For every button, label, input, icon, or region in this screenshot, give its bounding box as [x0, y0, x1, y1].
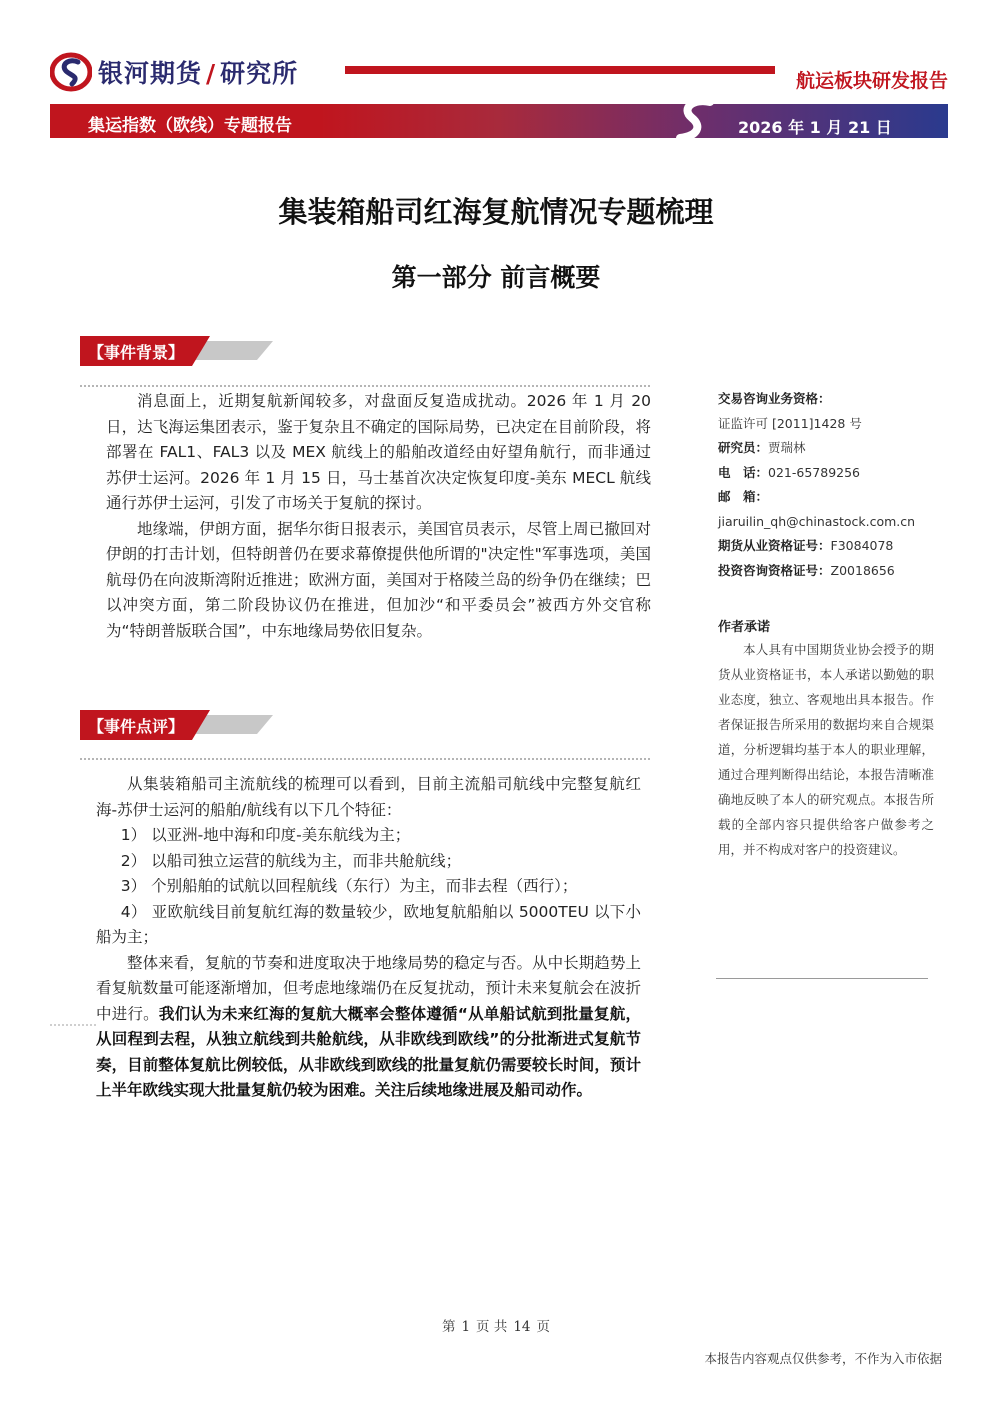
- s-swoosh-icon: [672, 96, 720, 142]
- dotted-divider: [80, 758, 650, 760]
- report-date: 2026 年 1 月 21 日: [738, 118, 892, 137]
- conclusion-text: 整体来看，复航的节奏和进度取决于地缘局势的稳定与否。从中长期趋势上看复航数量可能逐渐增加，但考虑地缘端仍在反复扰动，预计未来复航会在波折中进行。: [96, 953, 641, 1023]
- pledge-text: 本人具有中国期货业协会授予的期货从业资格证书，本人承诺以勤勉的职业态度，独立、客观地出具本报告。作者保证报告所采用的数据均来自合规渠道，分析逻辑均基于本人的职业理解，通过合理判断得出结论，本报告清晰准确地反映了本人的研究观点。本报告所载的全部内容只提供给客户做参考之用，并不构成对客户的投资建议。: [718, 642, 934, 857]
- email-link[interactable]: jiaruilin_qh@chinastock.com.cn: [718, 513, 916, 529]
- tag-text: 【事件点评】: [88, 717, 185, 736]
- tag-text: 【事件背景】: [88, 343, 185, 362]
- page-title: 集装箱船司红海复航情况专题梳理: [278, 195, 714, 229]
- report-category: 集运指数（欧线）专题报告: [88, 116, 292, 136]
- header-red-rule: [345, 66, 775, 74]
- report-type: 航运板块研发报告: [795, 70, 948, 92]
- phone-row: 电 话：021-65789256: [718, 464, 861, 480]
- email-label: 邮 箱：: [718, 489, 769, 504]
- brand-name: [98, 54, 298, 90]
- disclaimer-note: 本报告内容观点仅供参考，不作为入市依据: [704, 1351, 942, 1366]
- comment-text: [96, 772, 641, 1104]
- section-tag-background: [80, 336, 280, 366]
- galaxy-logo-icon: [50, 52, 92, 92]
- section-tag-comment: [80, 710, 280, 740]
- background-text: [106, 389, 651, 644]
- license-number: 证监许可 [2011]1428 号: [718, 415, 862, 431]
- page-number: 第 1 页 共 14 页: [441, 1319, 551, 1335]
- pledge-title: 作者承诺: [718, 620, 771, 635]
- section-heading: 第一部分 前言概要: [391, 263, 601, 292]
- list-item: 4） 亚欧航线目前复航红海的数量较少，欧地复航船舶以 5000TEU 以下小船为主；: [96, 902, 641, 946]
- paragraph: 从集装箱船司主流航线的梳理可以看到，目前主流船司航线中完整复航红海-苏伊士运河的船舶/航线有以下几个特征：: [96, 775, 641, 819]
- author-info: [718, 387, 936, 583]
- sidebar-divider: [716, 978, 928, 979]
- brand-title: 银河期货: [98, 59, 203, 88]
- paragraph: 地缘端，伊朗方面，据华尔街日报表示，美国官员表示，尽管上周已撤回对伊朗的打击计划，但特朗普仍在要求幕僚提供他所谓的"决定性"军事选项，美国航母仍在向波斯湾附近推进；欧洲方面，美国对于格陵兰岛的纷争仍在继续；巴以冲突方面，第二阶段协议仍在推进，但加沙“和平委员会”被西方外交官称为“特朗普版联合国”，中东地缘局势依旧复杂。: [106, 519, 651, 640]
- brand-slash: /: [206, 59, 217, 88]
- conclusion-bold-text: 我们认为未来红海的复航大概率会整体遵循“从单船试航到批量复航，从回程到去程，从独立航线到共舱航线，从非欧线到欧线”的分批渐进式复航节奏，目前整体复航比例较低，从非欧线到欧线的批量复航仍需要较长时间，预计上半年欧线实现大批量复航仍较为困难。关注后续地缘进展及船司动作。: [96, 1004, 641, 1099]
- brand-sub: 研究所: [220, 59, 299, 88]
- futures-cert-row: 期货从业资格证号：F3084078: [718, 538, 894, 553]
- list-item: 2） 以船司独立运营的航线为主，而非共舱航线；: [120, 851, 462, 870]
- paragraph: 消息面上，近期复航新闻较多，对盘面反复造成扰动。2026 年 1 月 20 日，达飞海运集团表示，鉴于复杂且不确定的国际局势，已决定在目前阶段，将部署在 FAL1、FAL3 以及 MEX 航线上的船舶改道经由好望角航行，而非通过苏伊士运河。2026 年 1 月 15 日，马士基首次决定恢复印度-美东 MECL 航线通行苏伊士运河，引发了市场关于复航的探讨。: [106, 392, 651, 512]
- dotted-divider: [80, 385, 650, 387]
- dotted-margin-mark: [50, 1024, 96, 1026]
- qualification-label: 交易咨询业务资格：: [718, 391, 831, 406]
- list-item: 3） 个别船舶的试航以回程航线（东行）为主，而非去程（西行）；: [120, 877, 578, 895]
- invest-cert-row: 投资咨询资格证号：Z0018656: [718, 562, 895, 578]
- researcher-row: 研究员：贾瑞林: [718, 440, 806, 455]
- paragraph: [96, 951, 641, 1104]
- list-item: 1） 以亚洲-地中海和印度-美东航线为主；: [120, 826, 411, 844]
